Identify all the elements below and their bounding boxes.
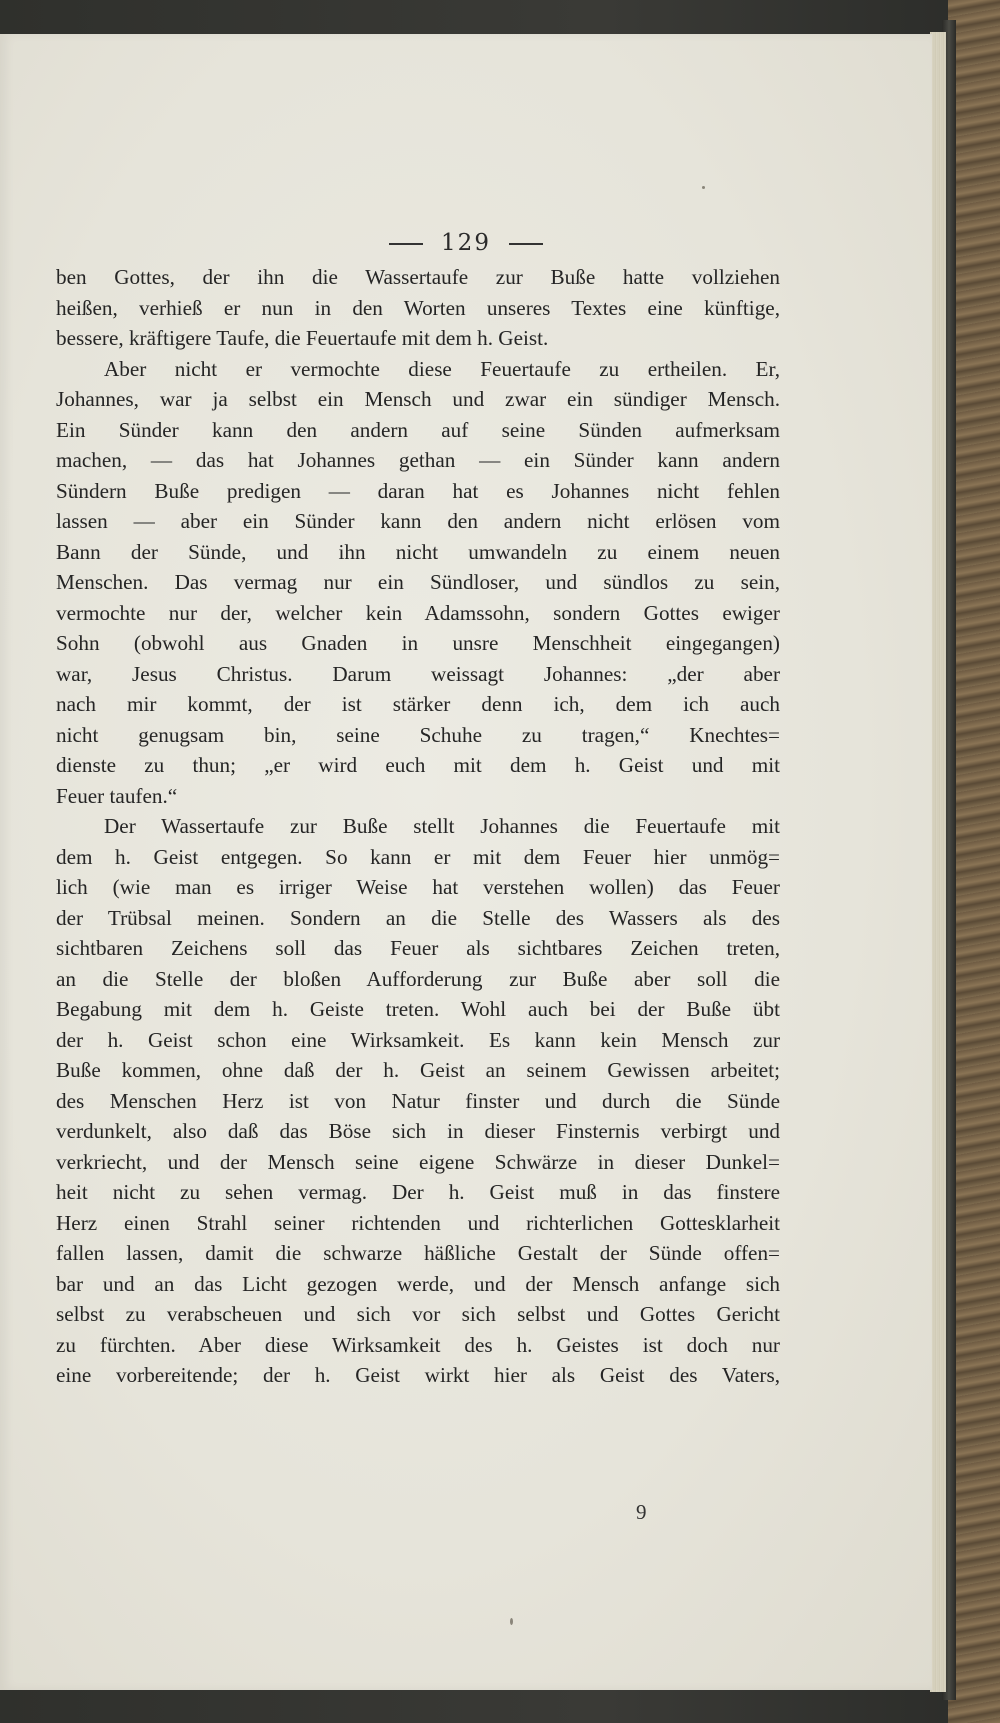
text-line: an die Stelle der bloßen Aufforderung zur Buße aber soll die	[56, 966, 780, 991]
text-line: nach mir kommt, der ist stärker denn ich, dem ich auch	[56, 692, 780, 716]
text-line: selbst zu verabscheuen und sich vor sich selbst und Gottes Gericht	[56, 1302, 780, 1326]
text-line: Menschen. Das vermag nur ein Sündloser, und sündlos zu sein,	[56, 570, 780, 594]
printer-signature-mark: 9	[636, 1500, 647, 1524]
text-line: lassen — aber ein Sünder kann den andern nicht erlösen vom	[56, 509, 780, 533]
text-line: ben Gottes, der ihn die Wassertaufe zur Buße hatte vollziehen	[56, 265, 780, 289]
header-dash-right	[509, 243, 543, 245]
paper-speck	[702, 186, 705, 189]
text-line: Der Wassertaufe zur Buße stellt Johannes die Feuertaufe mit	[104, 814, 780, 838]
text-line: Sohn (obwohl aus Gnaden in unsre Menschheit eingegangen)	[56, 631, 780, 655]
text-line: Buße kommen, ohne daß der h. Geist an seinem Gewissen arbeitet;	[56, 1058, 780, 1082]
text-line: Bann der Sünde, und ihn nicht umwandeln zu einem neuen	[56, 539, 780, 564]
text-line: des Menschen Herz ist von Natur finster und durch die Sünde	[56, 1088, 780, 1113]
text-line: nicht genugsam bin, seine Schuhe zu tragen,“ Knechtes=	[56, 722, 780, 747]
text-line: fallen lassen, damit die schwarze häßliche Gestalt der Sünde offen=	[56, 1241, 780, 1265]
text-line: Johannes, war ja selbst ein Mensch und zwar ein sündiger Mensch.	[56, 387, 780, 411]
text-line: eine vorbereitende; der h. Geist wirkt hier als Geist des Vaters,	[56, 1363, 780, 1387]
text-line: machen, — das hat Johannes gethan — ein Sünder kann andern	[56, 448, 780, 472]
text-line: dem h. Geist entgegen. So kann er mit dem Feuer hier unmög=	[56, 844, 780, 869]
text-line: der Trübsal meinen. Sondern an die Stelle des Wassers als des	[56, 905, 780, 930]
text-line: der h. Geist schon eine Wirksamkeit. Es kann kein Mensch zur	[56, 1027, 780, 1052]
body-text	[56, 262, 780, 1391]
text-line: verdunkelt, also daß das Böse sich in dieser Finsternis verbirgt und	[56, 1119, 780, 1143]
text-line: war, Jesus Christus. Darum weissagt Johannes: „der aber	[56, 661, 780, 686]
text-line: heißen, verhieß er nun in den Worten unseres Textes eine künftige,	[56, 295, 780, 320]
text-line: sichtbaren Zeichens soll das Feuer als sichtbares Zeichen treten,	[56, 936, 780, 960]
text-line: zu fürchten. Aber diese Wirksamkeit des h. Geistes ist doch nur	[56, 1332, 780, 1357]
page-header	[0, 230, 932, 256]
text-line: heit nicht zu sehen vermag. Der h. Geist muß in das finstere	[56, 1180, 780, 1204]
text-line: dienste zu thun; „er wird euch mit dem h. Geist und mit	[56, 753, 780, 777]
text-line: vermochte nur der, welcher kein Adamssohn, sondern Gottes ewiger	[56, 600, 780, 625]
text-line: Begabung mit dem h. Geiste treten. Wohl auch bei der Buße übt	[56, 997, 780, 1021]
page-stack-edges	[930, 32, 946, 1692]
text-line: Ein Sünder kann den andern auf seine Sünden aufmerksam	[56, 417, 780, 442]
text-line: lich (wie man es irriger Weise hat verstehen wollen) das Feuer	[56, 875, 780, 899]
text-line: Sündern Buße predigen — daran hat es Johannes nicht fehlen	[56, 478, 780, 503]
page-number: 129	[441, 230, 491, 256]
book-page	[0, 34, 932, 1690]
text-line: bessere, kräftigere Taufe, die Feuertaufe mit dem h. Geist.	[56, 326, 549, 350]
header-dash-left	[389, 243, 423, 245]
text-line: verkriecht, und der Mensch seine eigene Schwärze in dieser Dunkel=	[56, 1149, 780, 1174]
text-line: Aber nicht er vermochte diese Feuertaufe zu ertheilen. Er,	[104, 356, 780, 381]
text-line: Herz einen Strahl seiner richtenden und richterlichen Gottesklarheit	[56, 1210, 780, 1235]
text-line: bar und an das Licht gezogen werde, und der Mensch anfange sich	[56, 1271, 780, 1296]
text-line: Feuer taufen.“	[56, 783, 178, 808]
paper-speck	[510, 1618, 513, 1625]
